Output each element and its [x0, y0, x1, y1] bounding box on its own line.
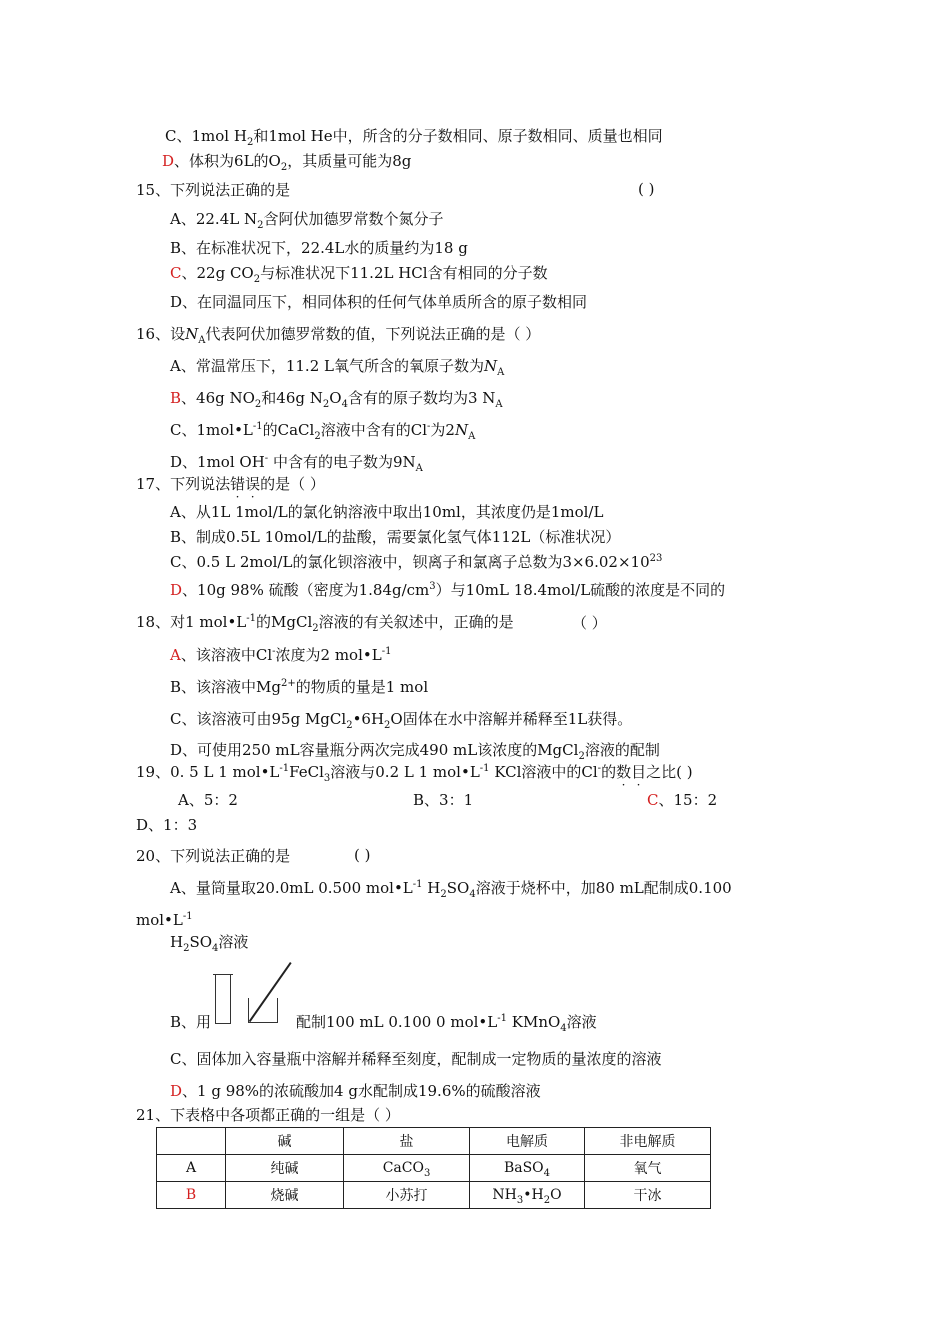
q18-option-a: A、该溶液中Cl-浓度为2 $mol•L^{-1}$	[170, 646, 392, 664]
row-label: A	[157, 1155, 226, 1182]
table-header-cell: 电解质	[470, 1128, 585, 1155]
q20-option-a-cont: $mol•L^{-1}$	[136, 911, 193, 929]
q15-option-b: B、在标准状况下，22.4L水的质量约为18 g	[170, 239, 468, 257]
q21-table	[156, 1127, 711, 1209]
q20-option-b: 配制100 mL 0.100 0 $mol•L^{-1}$ KMnO$_4$溶液	[296, 1013, 597, 1034]
q20-option-b-prefix: B、用	[170, 1013, 212, 1031]
q19-option-d: D、1：3	[136, 816, 198, 834]
q18-answer-paren: （ ）	[572, 614, 607, 632]
q16-option-a: A、常温常压下，11.2 L氧气所含的氧原子数为$N_A$	[170, 357, 505, 378]
q20-option-a-cont2: $H_2SO_4$溶液	[170, 933, 249, 954]
table-header-cell: 碱	[226, 1128, 344, 1155]
base-cell: 烧碱	[226, 1182, 344, 1209]
q15-option-d: D、在同温同压下，相同体积的任何气体单质所含的原子数相同	[170, 293, 588, 311]
q18-option-d: D、可使用250 mL容量瓶分两次完成490 mL该浓度的MgCl$_2$溶液的配制	[170, 741, 660, 762]
table-header-cell: 盐	[344, 1128, 470, 1155]
electrolyte-cell: $NH_3•H_2O$	[470, 1182, 585, 1209]
q16-option-b: B、46g $NO_2$和46g $N_2O_4$含有的原子数均为3 $N_A$	[170, 389, 503, 410]
salt-cell: 小苏打	[344, 1182, 470, 1209]
q20-option-d: D、1 g 98%的浓硫酸加4 g水配制成19.6%的硫酸溶液	[170, 1082, 541, 1100]
nonelectrolyte-cell: 干冰	[585, 1182, 711, 1209]
q21-stem: 21、下表格中各项都正确的一组是（ ）	[136, 1106, 400, 1124]
salt-cell: CaCO$_3$	[344, 1155, 470, 1182]
q16-option-c: C、$1mol•L^{-1}$的CaCl$_2$溶液中含有的Cl-为$2N_A$	[170, 421, 476, 442]
q15-stem: 15、下列说法正确的是	[136, 181, 291, 199]
q18-stem: 18、对1 $mol•L^{-1}$的MgCl$_2$溶液的有关叙述中，正确的是	[136, 613, 514, 634]
q17-option-c: C、0.5 L 2mol/L的氯化钡溶液中，钡离子和氯离子总数为$3\times 6.02\times 10^{23}$	[170, 553, 663, 571]
q18-option-b: B、该溶液中$Mg^{2+}$的物质的量是1 mol	[170, 678, 429, 696]
q17-option-d: D、10g 98% 硫酸（密度为$1.84g/cm^3$）与10mL 18.4mol/L硫酸的浓度是不同的	[170, 581, 726, 599]
q17-option-a: A、从1L 1mol/L的氯化钠溶液中取出10ml，其浓度仍是1mol/L	[170, 503, 604, 521]
table-header-cell	[157, 1128, 226, 1155]
graduated-cylinder-icon	[215, 975, 231, 1024]
table-header-cell: 非电解质	[585, 1128, 711, 1155]
q19-option-c: C、15：2	[647, 791, 718, 809]
q19-option-b: B、3：1	[413, 791, 474, 809]
q16-stem: 16、设$N_A$代表阿伏加德罗常数的值，下列说法正确的是（ ）	[136, 325, 541, 346]
q15-option-a: A、22.4L $N_2$含阿伏加德罗常数个氮分子	[170, 210, 444, 231]
table-header-row	[157, 1128, 711, 1155]
electrolyte-cell: BaSO$_4$	[470, 1155, 585, 1182]
q14-option-c: C、1mol $H_2$和1mol He中，所含的分子数相同、原子数相同、质量也相同	[165, 127, 663, 148]
q20-stem: 20、下列说法正确的是	[136, 847, 291, 865]
q18-option-c: C、该溶液可由95g $MgCl_2•6H_2O$固体在水中溶解并稀释至1L获得。	[170, 710, 633, 731]
table-row	[157, 1182, 711, 1209]
q20-option-a: A、量筒量取20.0mL 0.500 $mol•L^{-1}$ $H_2SO_4$溶液于烧杯中，加80 mL配制成0.100	[170, 879, 732, 900]
q17-stem: 17、下列说法错误的是（ ）	[136, 475, 325, 493]
table-row	[157, 1155, 711, 1182]
base-cell: 纯碱	[226, 1155, 344, 1182]
row-label: B	[157, 1182, 226, 1209]
nonelectrolyte-cell: 氧气	[585, 1155, 711, 1182]
q15-answer-paren: ( )	[638, 180, 655, 198]
q20-answer-paren: ( )	[354, 846, 371, 864]
q14-option-d: D、体积为6L的$O_2$，其质量可能为8g	[162, 152, 412, 173]
q19-option-a: A、5：2	[178, 791, 238, 809]
q16-option-d: D、1mol OH- 中含有的电子数为$9N_A$	[170, 453, 423, 474]
q20-option-c: C、固体加入容量瓶中溶解并稀释至刻度，配制成一定物质的量浓度的溶液	[170, 1050, 662, 1068]
q19-stem: 19、0. 5 L 1 $mol•L^{-1}FeCl_3$溶液与0.2 L 1 $mol•L^{-1}$ KCl溶液中的Cl-的数目之比( )	[136, 763, 693, 784]
q17-option-b: B、制成0.5L 10mol/L的盐酸，需要氯化氢气体112L（标准状况）	[170, 528, 621, 546]
q15-option-c: C、22g $CO_2$与标准状况下11.2L HCl含有相同的分子数	[170, 264, 548, 285]
